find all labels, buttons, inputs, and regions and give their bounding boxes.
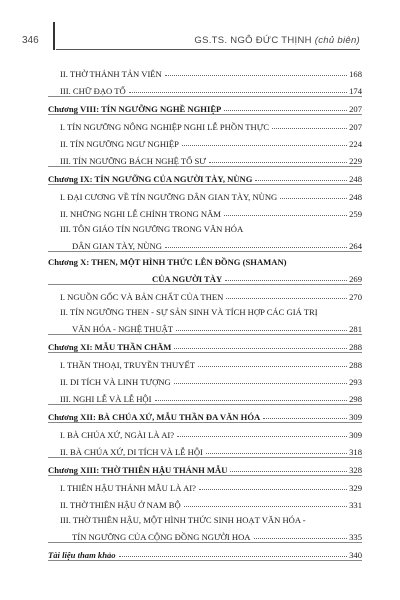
toc-entry[interactable] [48, 285, 362, 302]
header-vertical-rule [53, 22, 55, 50]
toc-entry-title: II. BÀ CHÚA XỨ, DI TÍCH VÀ LỄ HỘI [60, 447, 203, 457]
dot-leader [263, 418, 347, 419]
toc-chapter[interactable] [48, 458, 362, 475]
toc-entry-page: 248 [349, 192, 362, 202]
toc-entry-title: I. THIÊN HẬU THÁNH MẪU LÀ AI? [60, 483, 196, 493]
dot-leader [226, 298, 347, 299]
toc-chapter[interactable] [48, 405, 362, 422]
dot-leader [119, 556, 348, 557]
toc-entry-page: 329 [349, 483, 362, 493]
toc-entry[interactable] [48, 440, 362, 457]
toc-bibliography-page: 340 [349, 550, 362, 560]
toc-entry[interactable] [48, 149, 362, 166]
toc-entry[interactable] [48, 387, 362, 404]
toc-entry-page: 309 [349, 430, 362, 440]
page-header [0, 0, 400, 60]
toc-chapter-page: 248 [349, 174, 362, 184]
dot-leader [209, 162, 347, 163]
toc-entry-line1[interactable] [48, 510, 362, 525]
dot-leader [224, 110, 347, 111]
toc-entry-line2[interactable] [48, 317, 362, 334]
toc-entry[interactable] [48, 353, 362, 370]
toc-entry-page: 224 [349, 139, 362, 149]
toc-entry-title: II. THỜ THIÊN HẬU Ở NAM BỘ [60, 500, 181, 510]
toc-chapter[interactable] [48, 335, 362, 352]
toc-entry-page: 298 [349, 394, 362, 404]
separator [48, 560, 362, 561]
toc-entry-page: 168 [349, 69, 362, 79]
toc-chapter-page: 207 [349, 104, 362, 114]
dot-leader [272, 128, 347, 129]
dot-leader [280, 198, 347, 199]
toc-entry-title: I. NGUỒN GỐC VÀ BẢN CHẤT CỦA THEN [60, 292, 224, 302]
toc-entry-page: 207 [349, 122, 362, 132]
toc-entry-page: 229 [349, 156, 362, 166]
page-number: 346 [22, 35, 39, 46]
toc-entry[interactable] [48, 115, 362, 132]
toc-chapter-page: 309 [349, 412, 362, 422]
toc-entry-line2[interactable] [48, 525, 362, 542]
toc-entry-title: I. ĐẠI CƯƠNG VỀ TÍN NGƯỠNG DÂN GIAN TÀY, NÙNG [60, 192, 278, 202]
toc-entry-title-cont: VĂN HÓA - NGHỆ THUẬT [72, 324, 174, 334]
toc-entry-title: II. DI TÍCH VÀ LINH TƯỢNG [60, 377, 171, 387]
toc-chapter-title: Chương IX: TÍN NGƯỠNG CỦA NGƯỜI TÀY, NÙNG [48, 174, 253, 184]
toc-entry-page: 318 [349, 447, 362, 457]
toc-entry-page: 293 [349, 377, 362, 387]
toc-entry-page: 281 [349, 324, 362, 334]
dot-leader [199, 489, 347, 490]
toc-chapter-title: Chương XIII: THỜ THIÊN HẬU THÁNH MẪU [48, 465, 228, 475]
toc-entry-title: I. THẦN THOẠI, TRUYỀN THUYẾT [60, 360, 195, 370]
toc-chapter-page: 269 [349, 274, 362, 284]
toc-entry[interactable] [48, 202, 362, 219]
toc-entry-title: III. NGHI LỄ VÀ LỄ HỘI [60, 394, 152, 404]
toc-entry-title: I. BÀ CHÚA XỨ, NGÀI LÀ AI? [60, 430, 175, 440]
toc-entry[interactable] [48, 132, 362, 149]
dot-leader [254, 538, 348, 539]
toc-entry-line2[interactable] [48, 234, 362, 251]
toc-entry-title: III. TÍN NGƯỠNG BÁCH NGHỆ TỔ SƯ [60, 156, 206, 166]
toc-entry-title: II. TÍN NGƯỠNG NGƯ NGHIỆP [60, 139, 179, 149]
header-rule [56, 49, 360, 50]
dot-leader [225, 280, 347, 281]
toc-entry[interactable] [48, 185, 362, 202]
toc-chapter[interactable] [48, 167, 362, 184]
dot-leader [129, 92, 347, 93]
toc-entry-page: 264 [349, 241, 362, 251]
toc-chapter-page: 288 [349, 342, 362, 352]
toc-entry-page: 174 [349, 86, 362, 96]
toc-entry-title: I. TÍN NGƯỠNG NÔNG NGHIỆP NGHI LỄ PHỒN THỰC [60, 122, 270, 132]
dot-leader [224, 215, 347, 216]
toc-entry-page: 288 [349, 360, 362, 370]
toc-entry[interactable] [48, 423, 362, 440]
dot-leader [182, 145, 347, 146]
toc-entry-page: 270 [349, 292, 362, 302]
toc-entry-title: II. NHỮNG NGHI LỄ CHÍNH TRONG NĂM [60, 209, 221, 219]
running-head-editor: (chủ biên) [314, 35, 360, 46]
toc-chapter[interactable] [48, 97, 362, 114]
toc-chapter-title: Chương X: THEN, MỘT HÌNH THỨC LÊN ĐỒNG (SHAMAN) [48, 257, 287, 267]
dot-leader [165, 247, 347, 248]
dot-leader [230, 471, 347, 472]
toc-entry[interactable] [48, 62, 362, 79]
dot-leader [184, 506, 347, 507]
toc-entry[interactable] [48, 476, 362, 493]
toc-entry-title-cont: DÂN GIAN TÀY, NÙNG [72, 241, 162, 251]
dot-leader [165, 75, 347, 76]
toc-entry-title: III. TÔN GIÁO TÍN NGƯỠNG TRONG VĂN HÓA [60, 224, 244, 234]
running-head [194, 35, 360, 46]
toc-entry-line1[interactable] [48, 302, 362, 317]
toc-entry[interactable] [48, 493, 362, 510]
dot-leader [255, 180, 347, 181]
toc-chapter-title: Chương XI: MẪU THẦN CHĂM [48, 342, 172, 352]
toc-chapter-title: Chương VIII: TÍN NGƯỠNG NGHỀ NGHIỆP [48, 104, 222, 114]
toc-entry[interactable] [48, 370, 362, 387]
toc-entry-page: 335 [349, 532, 362, 542]
toc-entry-line1[interactable] [48, 219, 362, 234]
toc-bibliography-title: Tài liệu tham khảo [48, 550, 116, 560]
toc-bibliography[interactable] [48, 543, 362, 560]
table-of-contents [48, 62, 362, 561]
toc-chapter-title-cont: CỦA NGƯỜI TÀY [152, 274, 223, 284]
toc-chapter-title: Chương XII: BÀ CHÚA XỨ, MẪU THẦN ĐA VĂN HÓA [48, 412, 261, 422]
dot-leader [176, 330, 347, 331]
toc-chapter-line2[interactable] [48, 267, 362, 284]
toc-entry-title: II. THỜ THÁNH TẢN VIÊN [60, 69, 162, 79]
dot-leader [174, 383, 347, 384]
running-head-author: GS.TS. NGÔ ĐỨC THỊNH [194, 35, 312, 46]
toc-chapter-page: 328 [349, 465, 362, 475]
dot-leader [174, 348, 347, 349]
dot-leader [177, 436, 347, 437]
toc-entry[interactable] [48, 79, 362, 96]
dot-leader [155, 400, 348, 401]
toc-entry-title: II. TÍN NGƯỠNG THEN - SỰ SẢN SINH VÀ TÍCH HỢP CÁC GIÁ TRỊ [60, 307, 318, 317]
dot-leader [198, 366, 347, 367]
dot-leader [206, 453, 347, 454]
toc-chapter-line1[interactable] [48, 252, 362, 267]
toc-entry-page: 259 [349, 209, 362, 219]
toc-entry-title: III. CHỮ ĐẠO TỔ [60, 86, 126, 96]
toc-entry-title-cont: TÍN NGƯỠNG CỦA CỘNG ĐỒNG NGƯỜI HOA [72, 532, 251, 542]
toc-entry-page: 331 [349, 500, 362, 510]
toc-entry-title: III. THỜ THIÊN HẬU, MỘT HÌNH THỨC SINH HOẠT VĂN HÓA - [60, 515, 306, 525]
